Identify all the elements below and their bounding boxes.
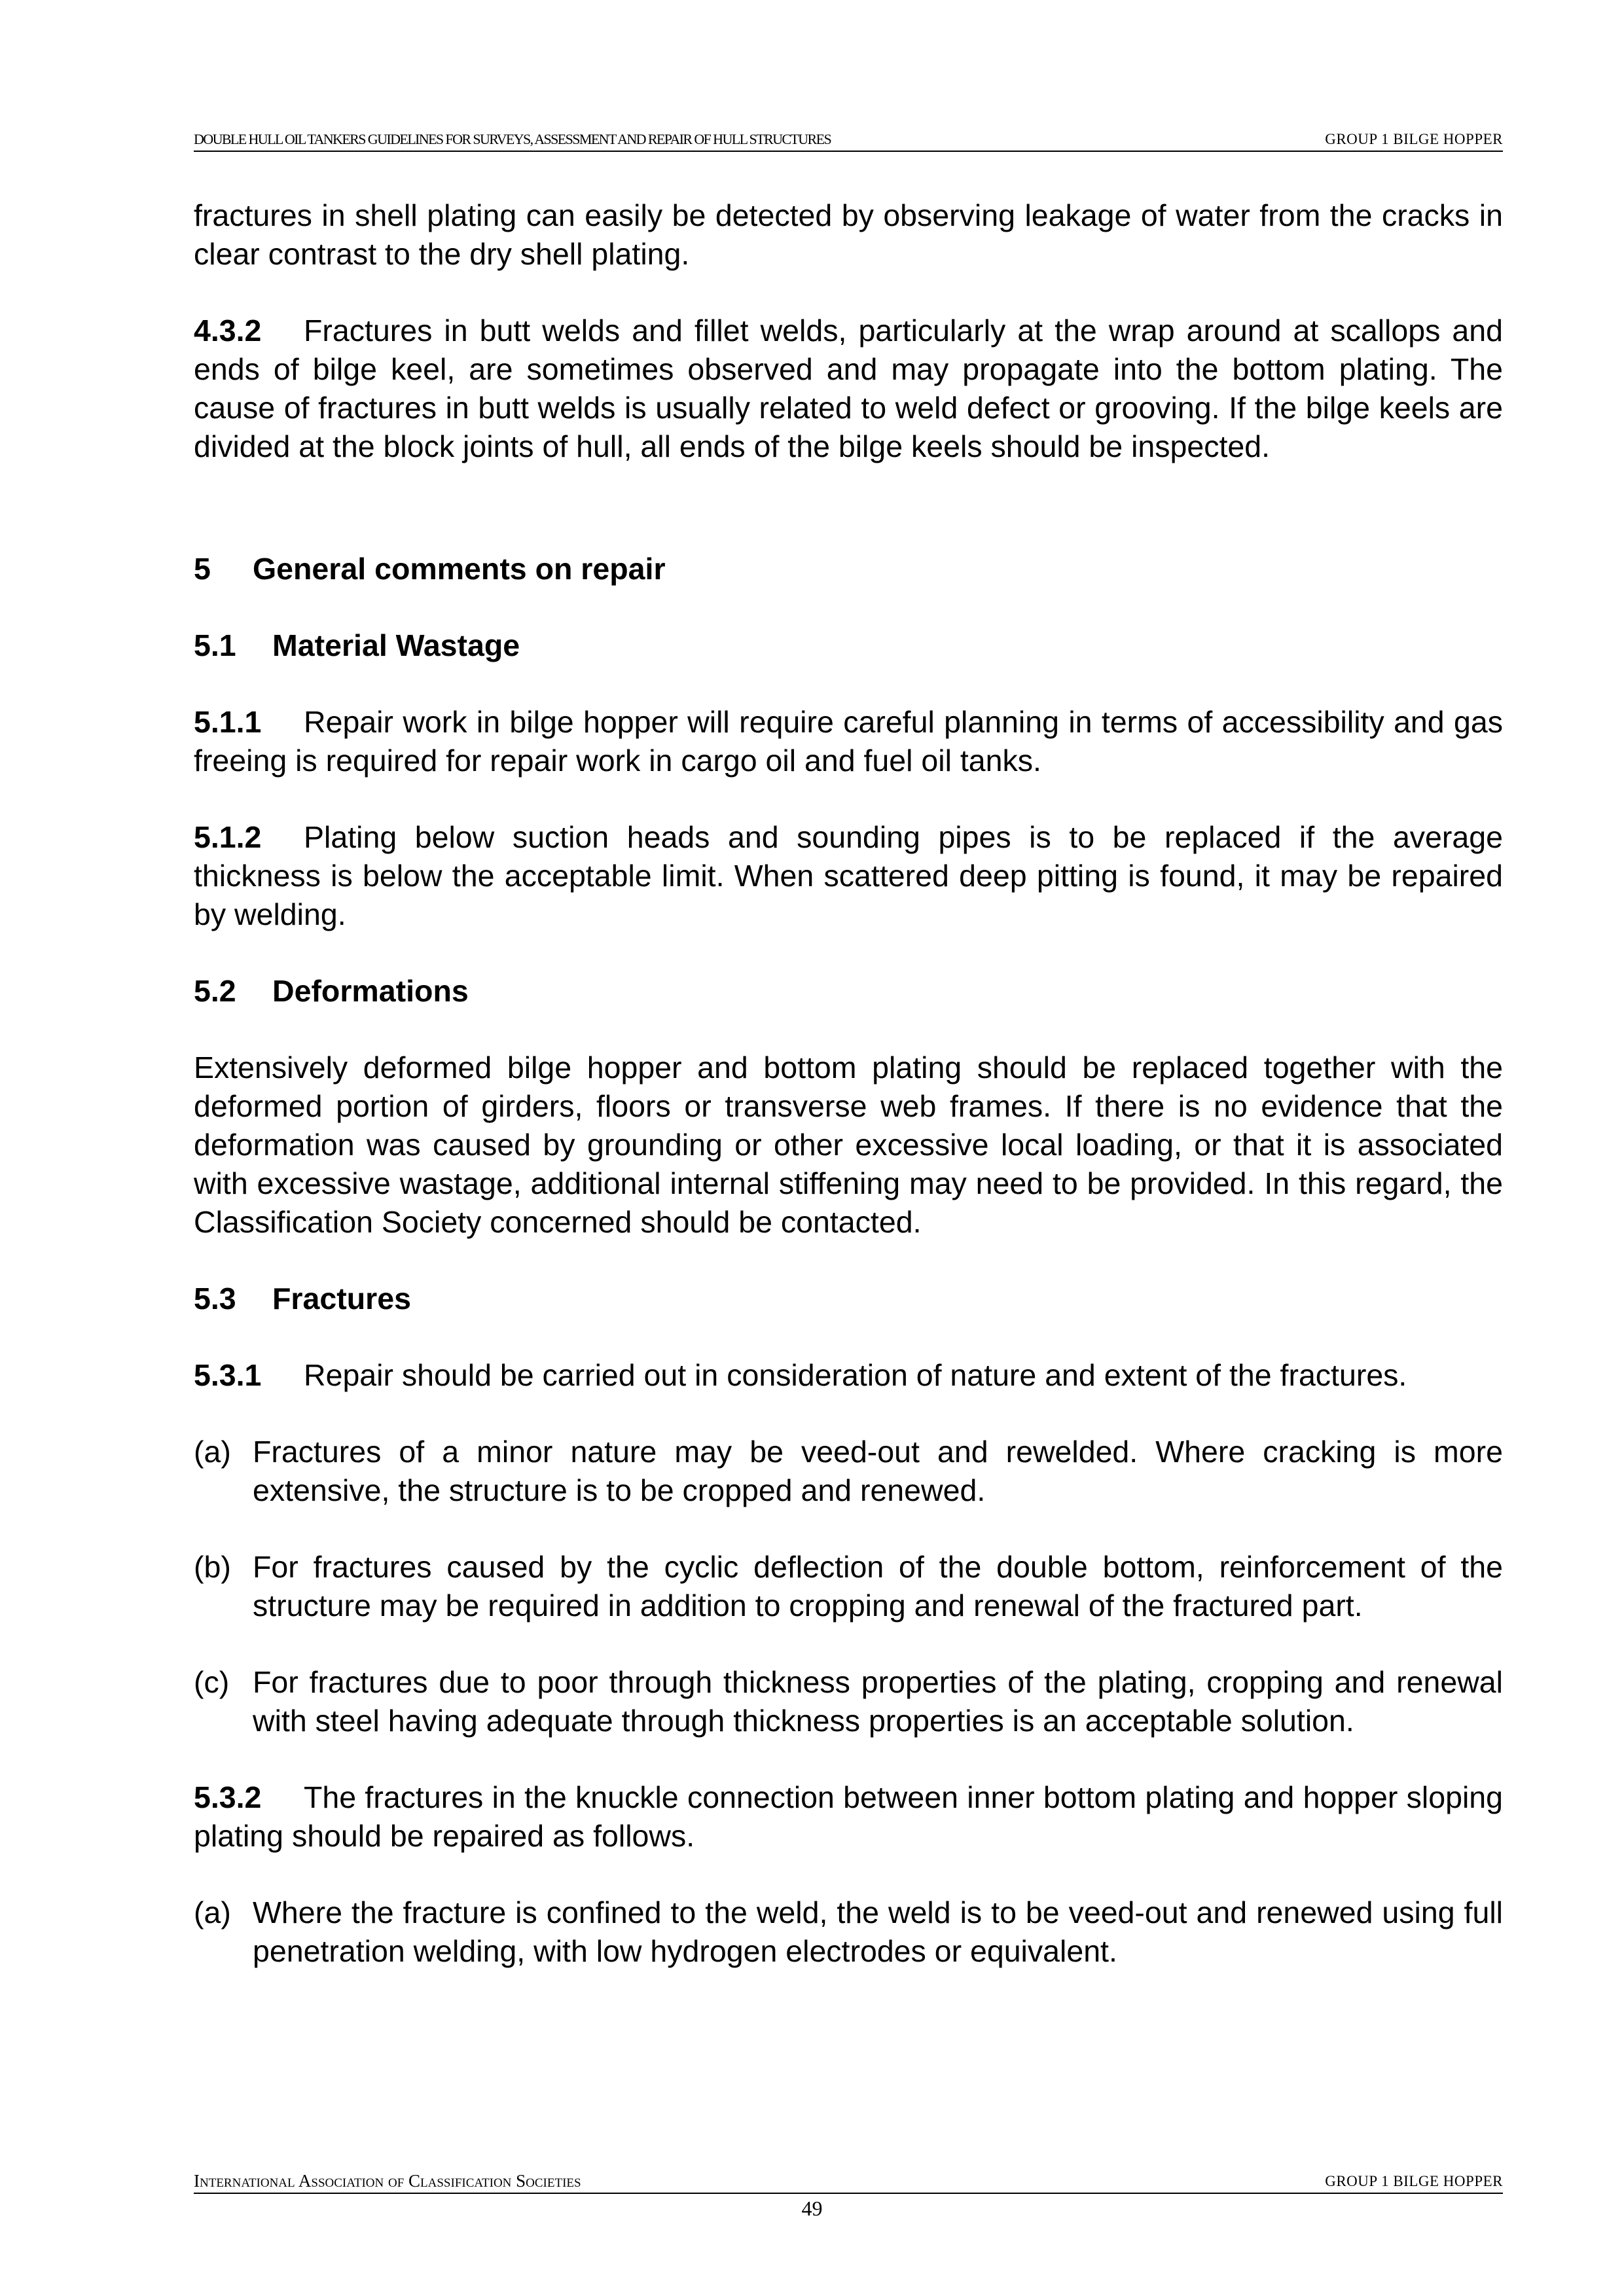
page-body [194,196,1503,1971]
list-item-label: (a) [194,1895,231,1929]
section-title: Fractures [272,1282,411,1316]
list-item-label: (a) [194,1435,231,1469]
section-heading-5-3 [194,1280,1503,1318]
section-heading-5 [194,550,1503,588]
section-number: 5.2 [194,974,236,1008]
section-title: Material Wastage [272,628,520,662]
section-heading-5-1 [194,626,1503,665]
paragraph-5-2: Extensively deformed bilge hopper and bottom plating should be replaced together with the deformed portion of girders, floors or transverse web frames. If there is no evidence that the deformation was caused by grounding or other excessive local loading, or that it is associated with excessive wastage, additional internal stiffening may need to be provided. In this regard, the Classification Society concerned should be contacted. [194,1050,1503,1239]
list-item-text: For fractures caused by the cyclic deflection of the double bottom, reinforcement of the structure may be required in addition to cropping and renewal of the fractured part. [253,1550,1503,1623]
section-title: Deformations [272,974,469,1008]
page-footer [194,2170,1503,2194]
paragraph-text: Fractures in butt welds and fillet welds, particularly at the wrap around at scallops and ends of bilge keel, are sometimes observed and may propagate into the bottom plating. The cause of fractures in butt welds is usually related to weld defect or grooving. If the bilge keels are divided at the block joints of hull, all ends of the bilge keels should be inspected. [194,314,1503,463]
list-item-5-3-1-a [194,1433,1503,1510]
list-item-label: (b) [194,1550,231,1584]
paragraph-text: Repair work in bilge hopper will require careful planning in terms of accessibility and gas freeing is required for repair work in cargo oil and fuel oil tanks. [194,705,1503,778]
page-header [194,128,1503,152]
paragraph-number: 4.3.2 [194,314,262,348]
header-document-title: DOUBLE HULL OIL TANKERS GUIDELINES FOR SURVEYS, ASSESSMENT AND REPAIR OF HULL STRUCTURES [194,131,831,147]
paragraph-text: Repair should be carried out in consideration of nature and extent of the fractures. [304,1358,1407,1392]
paragraph-number: 5.1.1 [194,705,262,739]
paragraph-5-3-1 [194,1356,1503,1395]
footer-organization: International Association of Classification Societies [194,2171,581,2191]
list-item-5-3-1-b [194,1548,1503,1625]
section-number: 5 [194,552,211,586]
intro-paragraph: fractures in shell plating can easily be detected by observing leakage of water from the cracks in clear contrast to the dry shell plating. [194,198,1503,271]
page-number: 49 [801,2197,823,2220]
paragraph-5-1-1 [194,703,1503,780]
paragraph-text: The fractures in the knuckle connection between inner bottom plating and hopper sloping plating should be repaired as follows. [194,1780,1503,1853]
paragraph-5-1-2 [194,818,1503,934]
footer-section-title: GROUP 1 BILGE HOPPER [1325,2173,1503,2189]
paragraph-4-3-2 [194,312,1503,466]
paragraph-number: 5.3.2 [194,1780,262,1814]
list-item-5-3-2-a [194,1893,1503,1971]
list-item-text: For fractures due to poor through thickness properties of the plating, cropping and renewal with steel having adequate through thickness properties is an acceptable solution. [253,1665,1503,1738]
paragraph-5-3-2 [194,1778,1503,1856]
paragraph-number: 5.1.2 [194,820,262,854]
list-item-5-3-1-c [194,1663,1503,1740]
list-item-text: Where the fracture is confined to the weld, the weld is to be veed-out and renewed using full penetration welding, with low hydrogen electrodes or equivalent. [253,1895,1503,1968]
section-number: 5.1 [194,628,236,662]
list-item-label: (c) [194,1665,230,1699]
section-number: 5.3 [194,1282,236,1316]
paragraph-number: 5.3.1 [194,1358,262,1392]
header-section-title: GROUP 1 BILGE HOPPER [1325,131,1503,147]
section-title: General comments on repair [253,552,666,586]
list-item-text: Fractures of a minor nature may be veed-out and rewelded. Where cracking is more extensive, the structure is to be cropped and renewed. [253,1435,1503,1507]
paragraph-text: Plating below suction heads and sounding pipes is to be replaced if the average thickness is below the acceptable limit. When scattered deep pitting is found, it may be repaired by welding. [194,820,1503,931]
section-heading-5-2 [194,972,1503,1011]
